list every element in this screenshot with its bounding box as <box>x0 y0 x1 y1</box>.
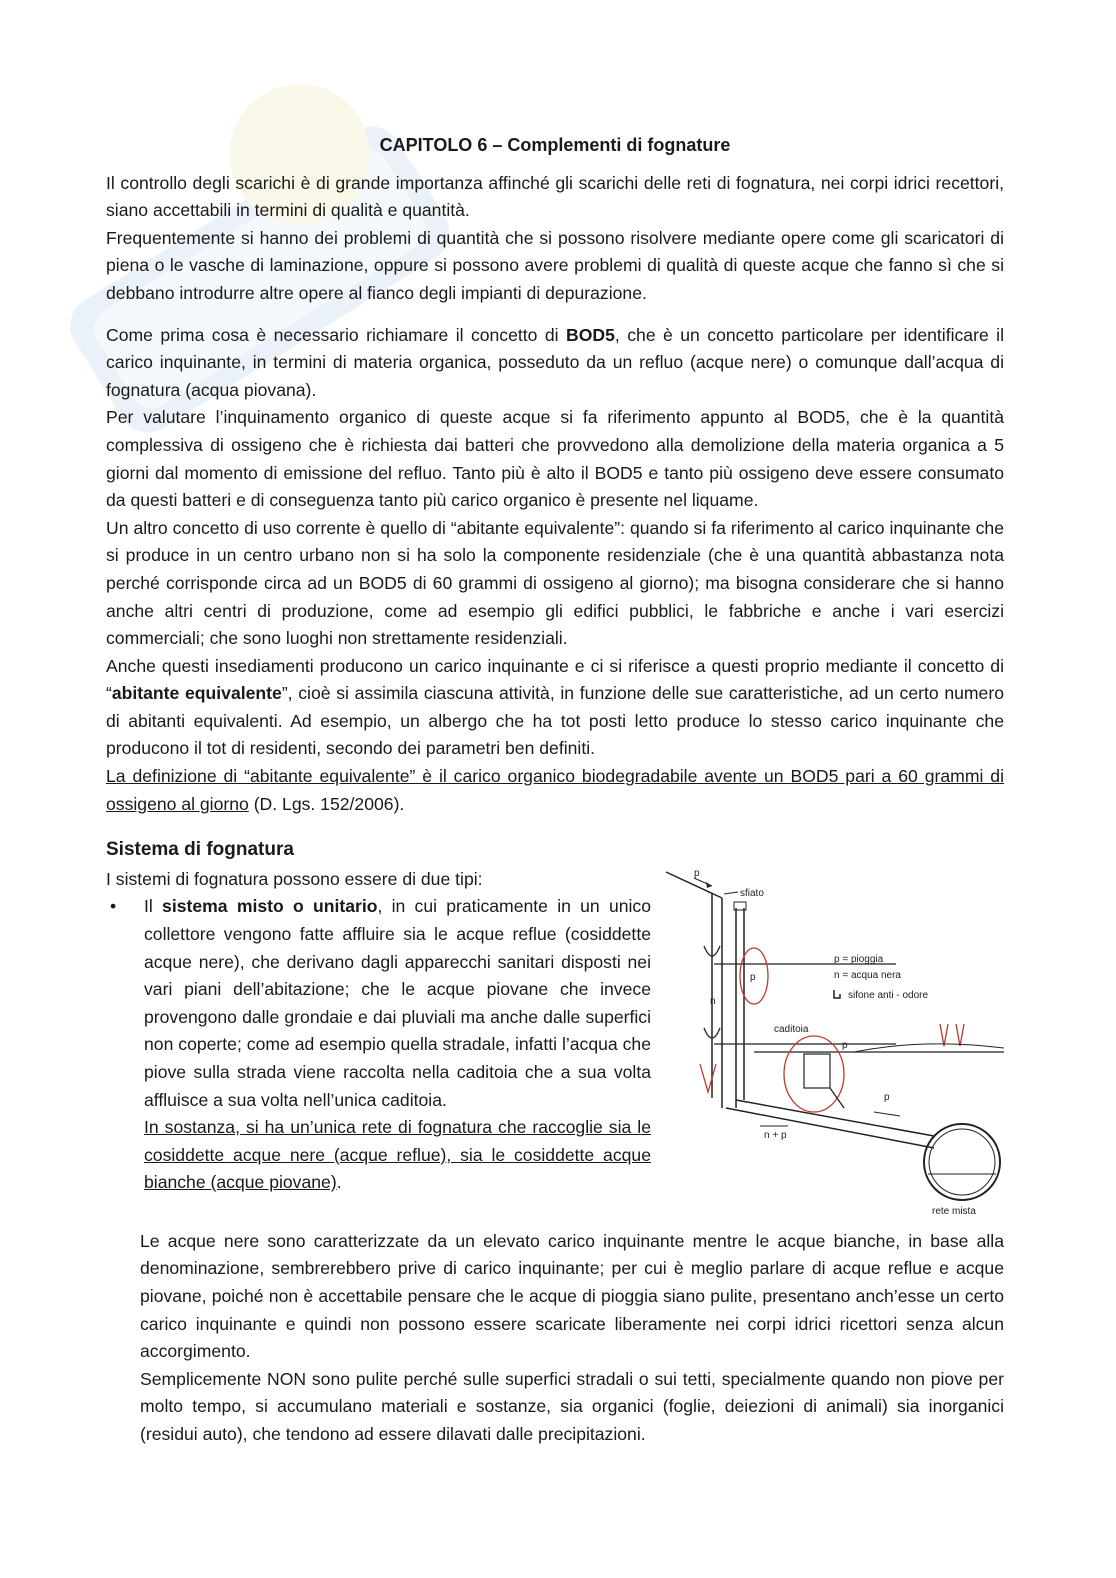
bod-paragraph-2: Per valutare l’inquinamento organico di queste acque si fa riferimento appunto al BOD5, che è la quantità complessiva di ossigeno che è richiesta dai batteri che provvedono alla demolizione della materia organica a 5 giorni dal momento di emissione del refluo. Tanto più è alto il BOD5 e tanto più ossigeno deve essere consumato da questi batteri e di conseguenza tanto più carico organico è presente nel liquame. <box>106 407 1004 511</box>
sistema-misto-summary: In sostanza, si ha un’unica rete di fognatura che raccoglie sia le cosiddette acque nere (acque reflue), sia le cosiddette acque bianche (acque piovane). <box>144 1117 651 1193</box>
bod-paragraph-3: Un altro concetto di uso corrente è quello di “abitante equivalente”: quando si fa riferimento al carico inquinante che si produce in un centro urbano non si ha solo la componente residenziale (che è una quantità abbastanza nota perché corrisponde circa ad un BOD5 di 60 grammi di ossigeno al giorno); ma bisogna considerare che si hanno anche altri centri di produzione, come ad esempio gli edifici pubblici, le fabbriche e anche i vari esercizi commerciali; che sono luoghi non strettamente residenziali. <box>106 517 1004 649</box>
sistema-section <box>106 866 1004 1228</box>
sistema-misto-term: sistema misto o unitario <box>162 896 378 917</box>
label-caditoia: caditoia <box>774 1023 809 1035</box>
bod-paragraph-4: Anche questi insediamenti producono un carico inquinante e ci si riferisce a questi proprio mediante il concetto di “abitante equivalente”, cioè si assimila ciascuna attività, in funzione delle sue caratteristiche, ad un certo numero di abitanti equivalenti. Ad esempio, un albergo che ha tot posti letto produce lo stesso carico inquinante che producono il tot di residenti, secondo dei parametri ben definiti. <box>106 655 1004 759</box>
sistema-misto-text: Il sistema misto o unitario, in cui praticamente in un unico collettore vengono fatte affluire sia le acque reflue (cosiddette acque nere), che derivano dagli apparecchi sanitari disposti nei vari piani dell’abitazione; che le acque piovane che invece provengono dalle grondaie e dai pluviali ma anche dalle superfici non coperte; come ad esempio quella stradale, infatti l’acqua che piove sulla strada viene raccolta nella caditoia che a sua volta affluisce a sua volta nell’unica caditoia. <box>144 896 651 1110</box>
bod5-term: BOD5 <box>566 324 615 345</box>
intro-paragraph-2: Frequentemente si hanno dei problemi di quantità che si possono risolvere mediante opere come gli scaricatori di piena o le vasche di laminazione, oppure si possono avere problemi di qualità di queste acque che fanno sì che si debbano introdurre altre opere al fianco degli impianti di depurazione. <box>106 227 1004 303</box>
definition-underlined: La definizione di “abitante equivalente” è il carico organico biodegradabile avente un BOD5 pari a 60 grammi di ossigeno al giorno <box>106 766 1004 814</box>
list-item <box>106 893 651 1197</box>
acque-paragraph-1: Le acque nere sono caratterizzate da un elevato carico inquinante mentre le acque bianche, in base alla denominazione, sembrerebbero prive di carico inquinante; per cui è meglio parlare di acque reflue e acque piovane, poiché non è accettabile pensare che le acque di pioggia siano pulite, presentano anch’esse un certo carico inquinante e quindi non possono essere scaricate liberamente nei corpi idrici ricettori senza alcun accorgimento. <box>140 1230 1004 1362</box>
bod-paragraph-1: Come prima cosa è necessario richiamare il concetto di BOD5, che è un concetto particolare per identificare il carico inquinante, in termini di materia organica, posseduto da un refluo (acque nere) o comunque dall’acqua di fognatura (acqua piovana). <box>106 324 1004 400</box>
label-n-plus-p: n + p <box>764 1129 787 1141</box>
intro-paragraph-1: Il controllo degli scarichi è di grande importanza affinché gli scarichi delle reti di fognatura, nei corpi idrici recettori, siano accettabili in termini di qualità e quantità. <box>106 172 1004 221</box>
sistema-misto-diagram <box>664 868 1006 1228</box>
definition-paragraph: La definizione di “abitante equivalente” è il carico organico biodegradabile avente un BOD5 pari a 60 grammi di ossigeno al giorno (D. Lgs. 152/2006). <box>106 766 1004 814</box>
label-p-roof: p <box>694 867 700 879</box>
abitante-equivalente-term: abitante equivalente <box>111 683 282 704</box>
chapter-title: CAPITOLO 6 – Complementi di fognature <box>379 135 731 155</box>
label-p-sewer: p <box>884 1091 890 1103</box>
label-n: n <box>710 995 716 1007</box>
legend-p: p = pioggia <box>834 953 884 965</box>
legend-n: n = acqua nera <box>834 969 901 981</box>
label-p-caditoia: p <box>842 1039 848 1051</box>
bullet-icon: • <box>110 896 117 917</box>
label-rete-mista: rete mista <box>932 1205 976 1217</box>
label-p-pipe: p <box>750 971 756 983</box>
label-sfiato: sfiato <box>740 887 764 899</box>
legend-sifone: sifone anti - odore <box>848 989 929 1001</box>
acque-paragraph-2: Semplicemente NON sono pulite perché sulle superfici stradali o sui tetti, specialmente quando non piove per molto tempo, si accumulano materiali e sostanze, sia organici (foglie, deiezioni di animali) sia inorganici (residui auto), che tendono ad essere dilavati dalle precipitazioni. <box>140 1368 1004 1444</box>
section-heading: Sistema di fognatura <box>106 839 294 861</box>
page-content <box>106 132 1004 1449</box>
sistema-lead: I sistemi di fognatura possono essere di due tipi: <box>106 868 483 889</box>
